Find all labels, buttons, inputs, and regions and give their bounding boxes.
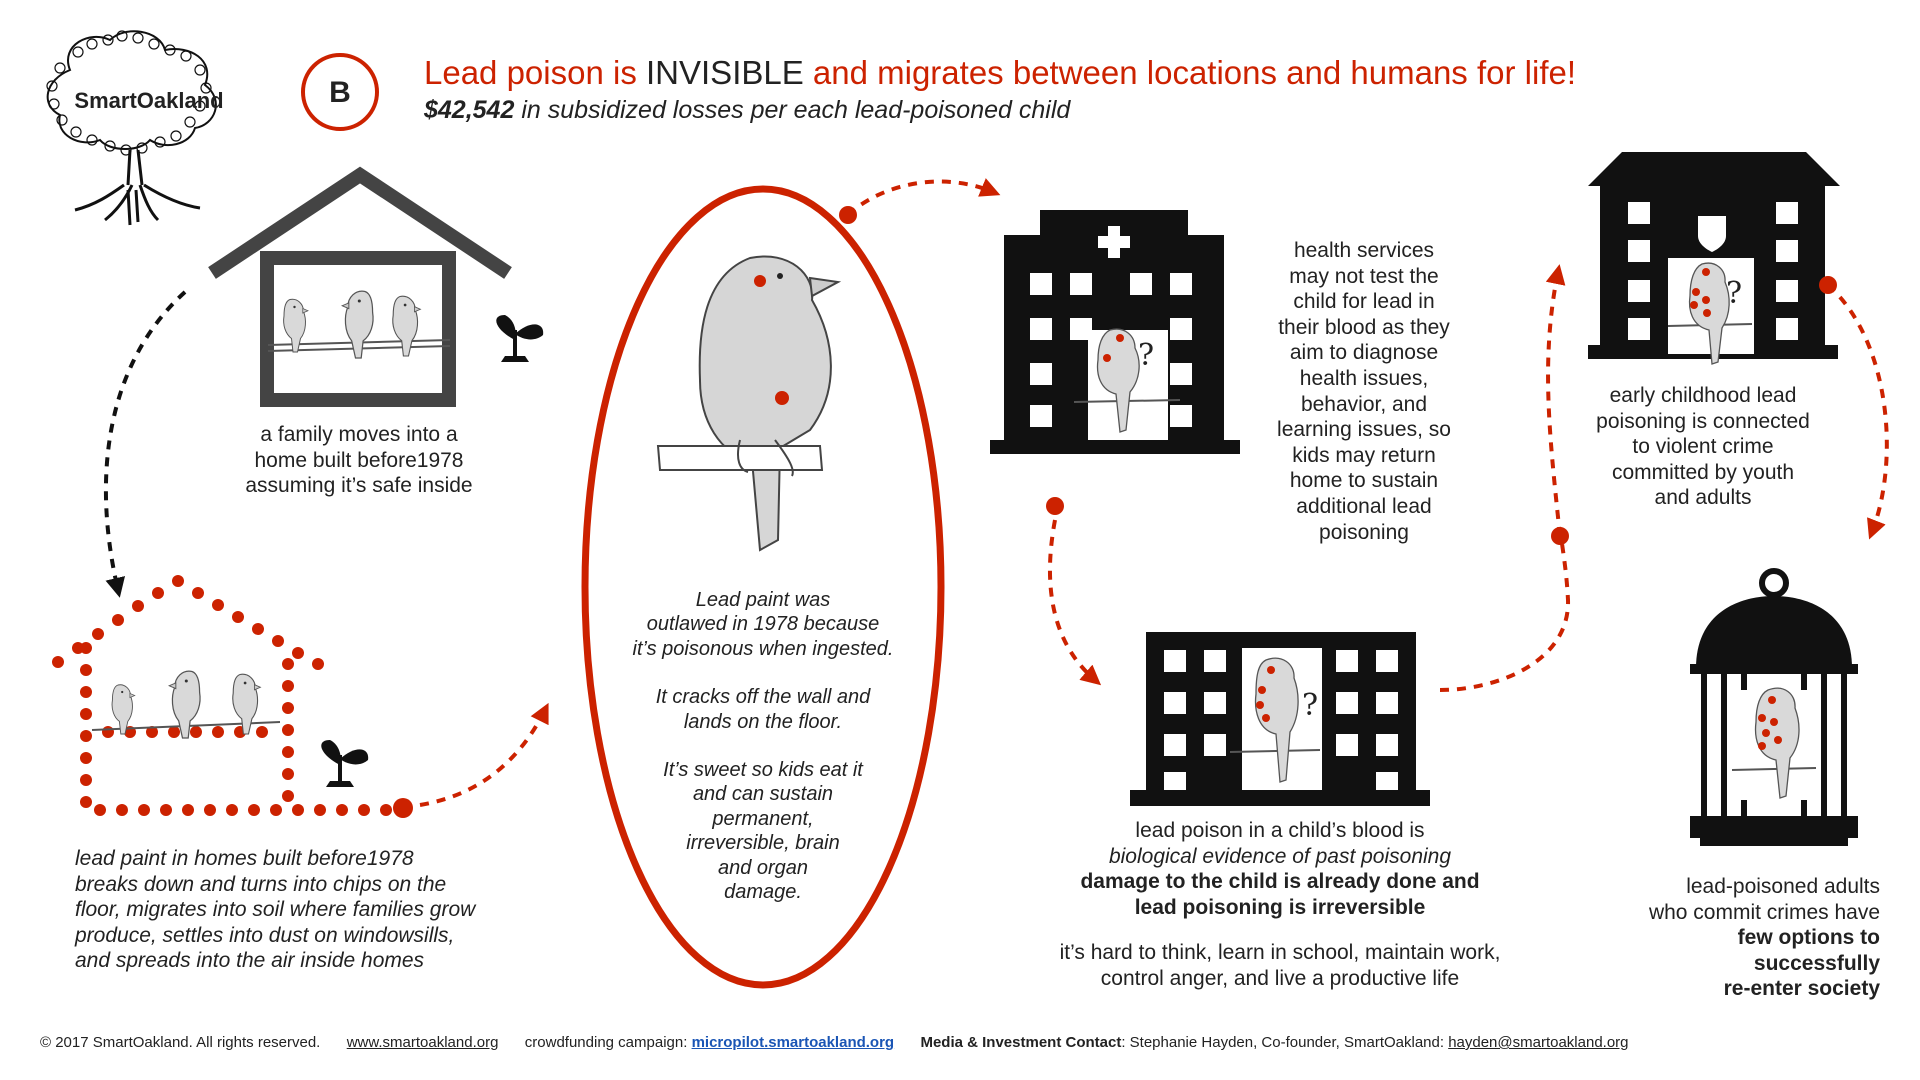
caption-line: biological evidence of past poisoning [1108, 844, 1452, 868]
caption-line: permanent, [712, 807, 814, 830]
arrow-to-hospital [848, 182, 993, 215]
caption-line: it’s hard to think, learn in school, maintain work, [1059, 941, 1501, 965]
police-station-icon [1588, 152, 1840, 364]
caption-line: lead paint in homes built before1978 [75, 847, 414, 870]
subtitle-amount: $42,542 [424, 96, 515, 124]
birds-in-contaminated-house [92, 671, 280, 738]
caption-line: additional lead [1296, 495, 1432, 519]
caption-line: lead poisoning is irreversible [1134, 895, 1426, 919]
caption-line: damage to the child is already done and [1080, 870, 1480, 894]
smartoakland-tree-logo [47, 31, 216, 225]
caption-line: home built before1978 [254, 448, 464, 472]
caption-line: successfully [1753, 951, 1880, 975]
arrow-move-in [106, 292, 185, 590]
arrow-to-school [1050, 520, 1095, 680]
caption-line: re-enter society [1723, 977, 1880, 1001]
caption-line: breaks down and turns into chips on the [75, 872, 447, 896]
caption-health-services [1254, 238, 1474, 545]
caption-line: learning issues, so [1277, 418, 1451, 442]
caption-line: poisoning [1319, 520, 1409, 544]
caption-line: committed by youth [1611, 460, 1795, 484]
caption-line: floor, migrates into soil where families grow [75, 898, 476, 922]
sprout-icon [496, 315, 543, 362]
arrow-to-jail [1548, 272, 1560, 536]
caption-line: child for lead in [1293, 290, 1435, 314]
arrow-school-to-jail [1440, 520, 1568, 690]
footer-contact-text: : Stephanie Hayden, Co-founder, SmartOakland: [1121, 1034, 1449, 1051]
page-subtitle [424, 96, 1070, 125]
caption-line: and organ [717, 856, 809, 879]
caption-line: to violent crime [1632, 435, 1774, 459]
question-mark-police: ? [1726, 276, 1743, 311]
title-post: and migrates between locations and humans for life! [803, 54, 1577, 91]
caption-line: their blood as they [1278, 315, 1450, 339]
caption-adults [1590, 874, 1880, 1002]
caption-line: poisoning is connected [1596, 409, 1810, 433]
caption-line: behavior, and [1300, 392, 1428, 416]
caption-line: kids may return [1292, 443, 1436, 467]
caption-line: it’s poisonous when ingested. [632, 637, 894, 660]
footer-crowdfunding-label: crowdfunding campaign: [524, 1034, 688, 1051]
bird-cage-icon [1690, 571, 1858, 846]
question-mark-hospital: ? [1138, 338, 1155, 373]
title-pre: Lead poison is [424, 54, 646, 91]
caption-outlawed [603, 588, 923, 904]
caption-line: and can sustain [692, 783, 834, 806]
footer-copyright: © 2017 SmartOakland. All rights reserved. [40, 1034, 321, 1051]
house-icon [212, 175, 508, 400]
caption-lead-paint [75, 846, 555, 974]
page-title [424, 54, 1576, 92]
caption-line: a family moves into a [260, 423, 458, 446]
footer-email-link[interactable]: hayden@smartoakland.org [1448, 1034, 1629, 1051]
arrow-to-ingestion [420, 710, 545, 805]
caption-line: assuming it’s safe inside [245, 474, 473, 498]
caption-line: damage. [724, 880, 802, 903]
caption-line: health issues, [1299, 367, 1429, 391]
caption-school [1000, 818, 1560, 992]
subtitle-rest: in subsidized losses per each lead-poisoned child [514, 96, 1071, 124]
footer [40, 1034, 1900, 1051]
caption-line: It’s sweet so kids eat it [663, 758, 863, 781]
footer-website-link[interactable]: www.smartoakland.org [346, 1034, 499, 1051]
caption-line: irreversible, brain [686, 832, 840, 855]
caption-line: Lead paint was [695, 589, 831, 611]
caption-family-move [214, 422, 504, 499]
footer-crowdfunding-link[interactable]: micropilot.smartoakland.org [691, 1034, 895, 1051]
caption-line: lead-poisoned adults [1686, 875, 1880, 898]
badge-letter: B [329, 76, 351, 109]
caption-line: produce, settles into dust on windowsills, [75, 923, 455, 947]
caption-line: It cracks off the wall and [655, 686, 871, 709]
caption-line: health services [1293, 239, 1435, 262]
caption-line: and spreads into the air inside homes [75, 949, 425, 973]
caption-line: few options to [1737, 926, 1880, 950]
caption-line: outlawed in 1978 because [646, 613, 880, 636]
hospital-icon [990, 210, 1240, 454]
caption-line: home to sustain [1289, 469, 1439, 493]
caption-line: who commit crimes have [1648, 900, 1880, 924]
logo-text: SmartOakland [74, 88, 224, 113]
caption-line: early childhood lead [1609, 384, 1797, 407]
school-icon [1130, 632, 1430, 806]
question-mark-school: ? [1302, 688, 1319, 723]
sprout-icon-2 [321, 740, 368, 787]
title-invisible: INVISIBLE [646, 54, 804, 91]
caption-line: control anger, and live a productive life [1100, 967, 1460, 991]
footer-contact-label: Media & Investment Contact [920, 1034, 1122, 1051]
caption-line: lands on the floor. [683, 710, 843, 733]
caption-line: aim to diagnose [1289, 341, 1439, 365]
caption-line: lead poison in a child’s blood is [1135, 819, 1425, 842]
caption-line: may not test the [1289, 264, 1439, 288]
caption-crime [1568, 383, 1838, 511]
caption-line: and adults [1654, 486, 1752, 510]
